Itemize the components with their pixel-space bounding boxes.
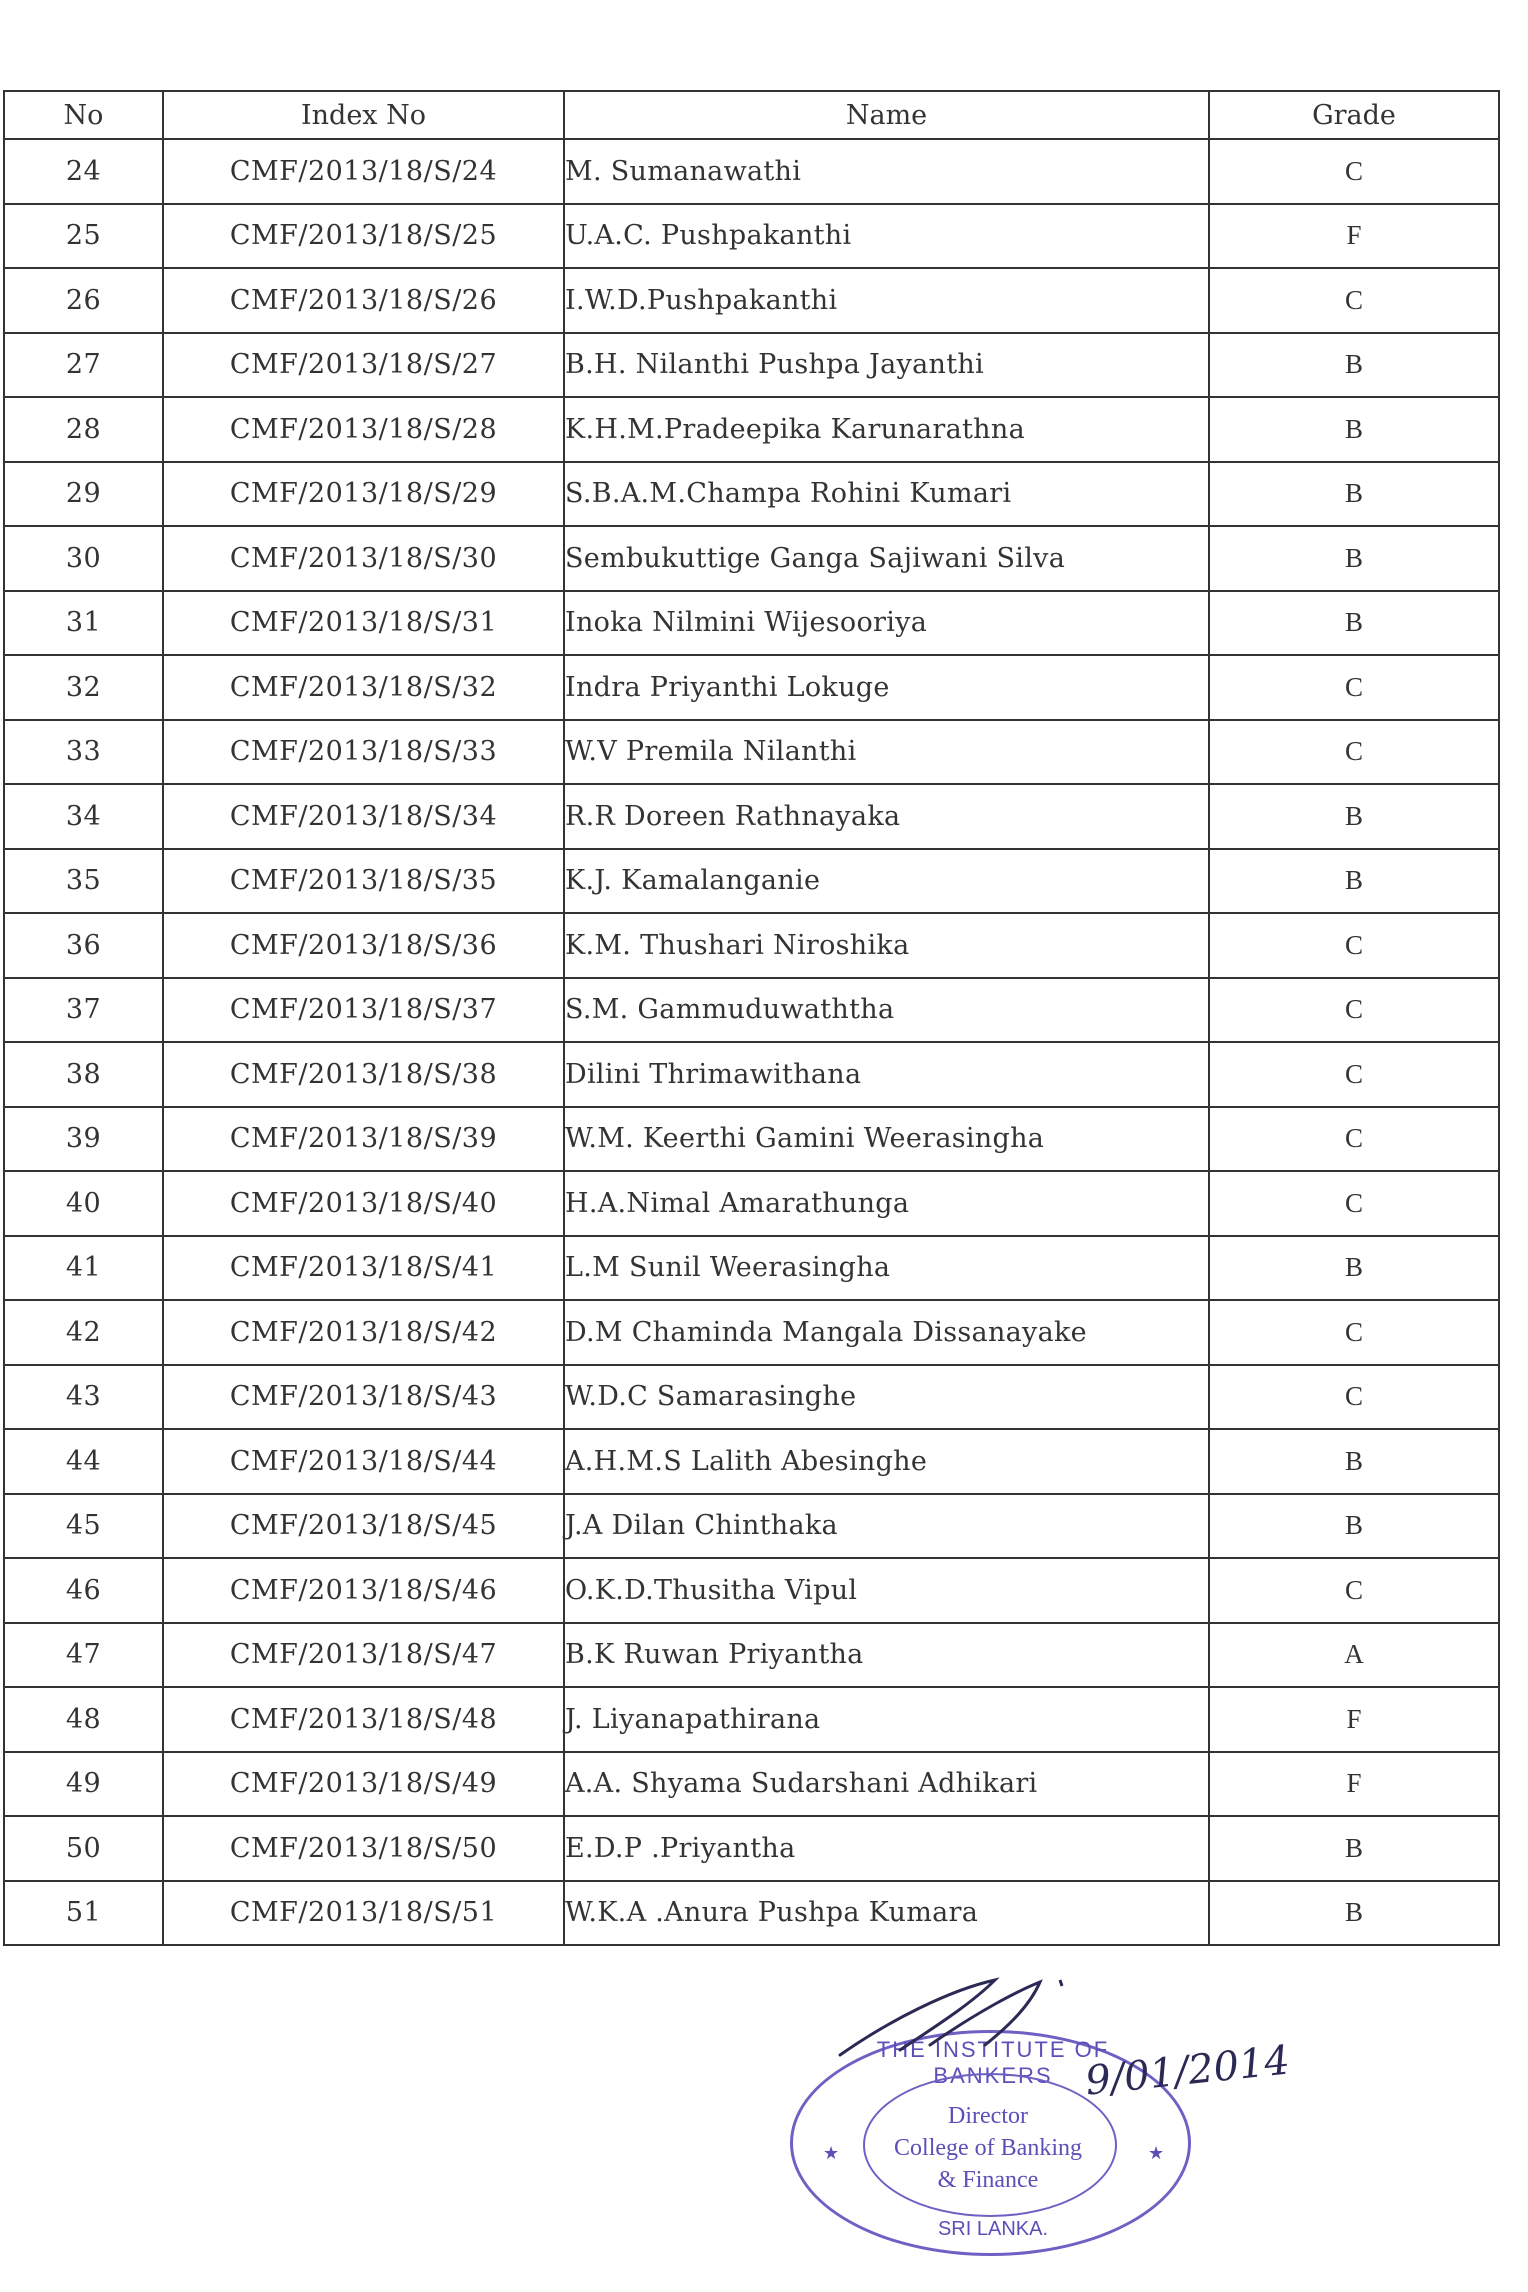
row-index-cell: CMF/2013/18/S/25 — [163, 204, 564, 269]
row-index-cell: CMF/2013/18/S/29 — [163, 462, 564, 527]
row-name-cell: U.A.C. Pushpakanthi — [564, 204, 1209, 269]
row-name-cell: H.A.Nimal Amarathunga — [564, 1171, 1209, 1236]
row-name-cell: K.H.M.Pradeepika Karunarathna — [564, 397, 1209, 462]
table-row — [4, 849, 1499, 914]
row-index-cell: CMF/2013/18/S/44 — [163, 1429, 564, 1494]
row-index-cell: CMF/2013/18/S/46 — [163, 1558, 564, 1623]
row-index-cell: CMF/2013/18/S/36 — [163, 913, 564, 978]
row-grade-cell: B — [1209, 1236, 1499, 1301]
row-name-cell: M. Sumanawathi — [564, 139, 1209, 204]
table-row — [4, 1752, 1499, 1817]
table-row — [4, 462, 1499, 527]
row-no-cell: 40 — [4, 1171, 163, 1236]
row-grade-cell: C — [1209, 1042, 1499, 1107]
row-name-cell: R.R Doreen Rathnayaka — [564, 784, 1209, 849]
row-name-cell: I.W.D.Pushpakanthi — [564, 268, 1209, 333]
table-row — [4, 1816, 1499, 1881]
table-row — [4, 1623, 1499, 1688]
table-row — [4, 1429, 1499, 1494]
row-grade-cell: C — [1209, 139, 1499, 204]
row-name-cell: W.K.A .Anura Pushpa Kumara — [564, 1881, 1209, 1946]
row-name-cell: S.M. Gammuduwaththa — [564, 978, 1209, 1043]
header-name: Name — [564, 91, 1209, 139]
table-row — [4, 1236, 1499, 1301]
row-name-cell: B.H. Nilanthi Pushpa Jayanthi — [564, 333, 1209, 398]
stamp-college-text: College of Banking — [894, 2135, 1082, 2161]
row-index-cell: CMF/2013/18/S/49 — [163, 1752, 564, 1817]
row-no-cell: 48 — [4, 1687, 163, 1752]
row-name-cell: Indra Priyanthi Lokuge — [564, 655, 1209, 720]
row-index-cell: CMF/2013/18/S/34 — [163, 784, 564, 849]
row-index-cell: CMF/2013/18/S/31 — [163, 591, 564, 656]
row-name-cell: W.V Premila Nilanthi — [564, 720, 1209, 785]
header-grade: Grade — [1209, 91, 1499, 139]
table-body — [4, 139, 1499, 1945]
row-name-cell: B.K Ruwan Priyantha — [564, 1623, 1209, 1688]
row-name-cell: A.A. Shyama Sudarshani Adhikari — [564, 1752, 1209, 1817]
table-row — [4, 655, 1499, 720]
row-grade-cell: C — [1209, 1300, 1499, 1365]
row-no-cell: 37 — [4, 978, 163, 1043]
row-grade-cell: B — [1209, 1816, 1499, 1881]
row-grade-cell: B — [1209, 526, 1499, 591]
row-no-cell: 26 — [4, 268, 163, 333]
table-row — [4, 268, 1499, 333]
table-row — [4, 1042, 1499, 1107]
row-grade-cell: C — [1209, 1107, 1499, 1172]
row-no-cell: 30 — [4, 526, 163, 591]
row-name-cell: J. Liyanapathirana — [564, 1687, 1209, 1752]
table-row — [4, 1107, 1499, 1172]
row-name-cell: Dilini Thrimawithana — [564, 1042, 1209, 1107]
row-no-cell: 45 — [4, 1494, 163, 1559]
row-name-cell: Sembukuttige Ganga Sajiwani Silva — [564, 526, 1209, 591]
row-index-cell: CMF/2013/18/S/41 — [163, 1236, 564, 1301]
row-no-cell: 25 — [4, 204, 163, 269]
row-name-cell: K.J. Kamalanganie — [564, 849, 1209, 914]
row-grade-cell: F — [1209, 1752, 1499, 1817]
stamp-country-text: SRI LANKA. — [937, 2218, 1049, 2240]
row-name-cell: S.B.A.M.Champa Rohini Kumari — [564, 462, 1209, 527]
row-name-cell: L.M Sunil Weerasingha — [564, 1236, 1209, 1301]
row-index-cell: CMF/2013/18/S/40 — [163, 1171, 564, 1236]
row-no-cell: 49 — [4, 1752, 163, 1817]
table-row — [4, 720, 1499, 785]
row-no-cell: 34 — [4, 784, 163, 849]
row-grade-cell: B — [1209, 397, 1499, 462]
row-name-cell: O.K.D.Thusitha Vipul — [564, 1558, 1209, 1623]
table-row — [4, 333, 1499, 398]
row-index-cell: CMF/2013/18/S/27 — [163, 333, 564, 398]
row-grade-cell: B — [1209, 784, 1499, 849]
stamp-institute-text: THE INSTITUTE OF BANKERS — [876, 2037, 1110, 2088]
row-no-cell: 29 — [4, 462, 163, 527]
row-no-cell: 28 — [4, 397, 163, 462]
row-index-cell: CMF/2013/18/S/51 — [163, 1881, 564, 1946]
table-row — [4, 591, 1499, 656]
signature-date: 9/01/2014 — [1083, 2037, 1292, 2105]
row-no-cell: 27 — [4, 333, 163, 398]
row-index-cell: CMF/2013/18/S/45 — [163, 1494, 564, 1559]
table-row — [4, 397, 1499, 462]
star-icon: ★ — [1148, 2143, 1165, 2164]
table-row — [4, 1365, 1499, 1430]
header-index-no: Index No — [163, 91, 564, 139]
row-grade-cell: F — [1209, 1687, 1499, 1752]
row-no-cell: 42 — [4, 1300, 163, 1365]
row-name-cell: W.D.C Samarasinghe — [564, 1365, 1209, 1430]
table-row — [4, 1171, 1499, 1236]
table-row — [4, 526, 1499, 591]
row-grade-cell: C — [1209, 913, 1499, 978]
row-name-cell: K.M. Thushari Niroshika — [564, 913, 1209, 978]
row-index-cell: CMF/2013/18/S/48 — [163, 1687, 564, 1752]
table-header-row — [4, 91, 1499, 139]
row-index-cell: CMF/2013/18/S/24 — [163, 139, 564, 204]
row-grade-cell: B — [1209, 1494, 1499, 1559]
row-name-cell: D.M Chaminda Mangala Dissanayake — [564, 1300, 1209, 1365]
row-no-cell: 32 — [4, 655, 163, 720]
table-row — [4, 1300, 1499, 1365]
row-grade-cell: B — [1209, 849, 1499, 914]
row-no-cell: 35 — [4, 849, 163, 914]
row-index-cell: CMF/2013/18/S/30 — [163, 526, 564, 591]
table-row — [4, 978, 1499, 1043]
row-grade-cell: B — [1209, 1429, 1499, 1494]
row-index-cell: CMF/2013/18/S/50 — [163, 1816, 564, 1881]
row-name-cell: W.M. Keerthi Gamini Weerasingha — [564, 1107, 1209, 1172]
results-table — [3, 90, 1500, 1946]
star-icon: ★ — [823, 2143, 840, 2164]
row-index-cell: CMF/2013/18/S/43 — [163, 1365, 564, 1430]
row-name-cell: J.A Dilan Chinthaka — [564, 1494, 1209, 1559]
row-grade-cell: C — [1209, 1171, 1499, 1236]
table-row — [4, 204, 1499, 269]
row-index-cell: CMF/2013/18/S/39 — [163, 1107, 564, 1172]
row-name-cell: Inoka Nilmini Wijesooriya — [564, 591, 1209, 656]
approval-area — [780, 1960, 1340, 2280]
row-grade-cell: B — [1209, 591, 1499, 656]
row-name-cell: A.H.M.S Lalith Abesinghe — [564, 1429, 1209, 1494]
row-no-cell: 47 — [4, 1623, 163, 1688]
row-grade-cell: B — [1209, 462, 1499, 527]
row-grade-cell: C — [1209, 655, 1499, 720]
row-index-cell: CMF/2013/18/S/32 — [163, 655, 564, 720]
row-grade-cell: B — [1209, 333, 1499, 398]
row-index-cell: CMF/2013/18/S/33 — [163, 720, 564, 785]
row-grade-cell: C — [1209, 720, 1499, 785]
row-grade-cell: C — [1209, 978, 1499, 1043]
row-index-cell: CMF/2013/18/S/35 — [163, 849, 564, 914]
row-no-cell: 33 — [4, 720, 163, 785]
stamp-director-text: Director — [948, 2103, 1028, 2129]
row-grade-cell: B — [1209, 1881, 1499, 1946]
row-no-cell: 44 — [4, 1429, 163, 1494]
row-grade-cell: C — [1209, 1365, 1499, 1430]
row-index-cell: CMF/2013/18/S/37 — [163, 978, 564, 1043]
row-no-cell: 38 — [4, 1042, 163, 1107]
row-grade-cell: A — [1209, 1623, 1499, 1688]
stamp-finance-text: & Finance — [937, 2167, 1039, 2193]
row-index-cell: CMF/2013/18/S/38 — [163, 1042, 564, 1107]
row-no-cell: 39 — [4, 1107, 163, 1172]
row-no-cell: 50 — [4, 1816, 163, 1881]
row-no-cell: 31 — [4, 591, 163, 656]
row-no-cell: 41 — [4, 1236, 163, 1301]
table-row — [4, 1558, 1499, 1623]
row-index-cell: CMF/2013/18/S/28 — [163, 397, 564, 462]
table-row — [4, 1881, 1499, 1946]
table-row — [4, 139, 1499, 204]
row-name-cell: E.D.P .Priyantha — [564, 1816, 1209, 1881]
row-no-cell: 51 — [4, 1881, 163, 1946]
header-no: No — [4, 91, 163, 139]
row-index-cell: CMF/2013/18/S/47 — [163, 1623, 564, 1688]
row-grade-cell: C — [1209, 1558, 1499, 1623]
row-grade-cell: F — [1209, 204, 1499, 269]
row-no-cell: 36 — [4, 913, 163, 978]
row-index-cell: CMF/2013/18/S/26 — [163, 268, 564, 333]
row-no-cell: 24 — [4, 139, 163, 204]
row-index-cell: CMF/2013/18/S/42 — [163, 1300, 564, 1365]
table-row — [4, 1687, 1499, 1752]
table-row — [4, 784, 1499, 849]
row-no-cell: 46 — [4, 1558, 163, 1623]
row-grade-cell: C — [1209, 268, 1499, 333]
table-row — [4, 1494, 1499, 1559]
row-no-cell: 43 — [4, 1365, 163, 1430]
table-row — [4, 913, 1499, 978]
